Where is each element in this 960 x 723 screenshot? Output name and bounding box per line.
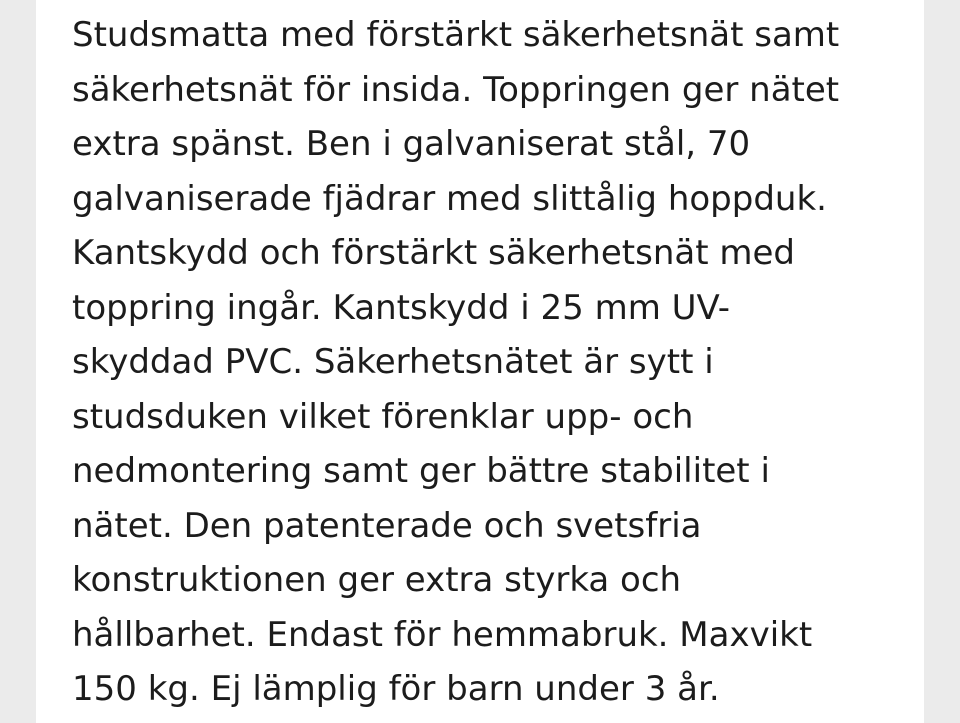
description-line: toppring ingår. Kantskydd i 25 mm UV- — [72, 287, 731, 328]
description-line: skyddad PVC. Säkerhetsnätet är sytt i — [72, 342, 714, 382]
description-line: hållbarhet. Endast för hemmabruk. Maxvikt — [72, 614, 813, 655]
description-line: studsduken vilket förenklar upp- och — [72, 396, 694, 437]
description-line: 150 kg. Ej lämplig för barn under 3 år. — [72, 669, 720, 709]
description-line: galvaniserade fjädrar med slittålig hoppduk. — [72, 178, 827, 219]
description-line: säkerhetsnät för insida. Toppringen ger nätet — [72, 69, 840, 110]
product-description — [36, 0, 924, 717]
description-line: extra spänst. Ben i galvaniserat stål, 70 — [72, 124, 751, 164]
description-line: Kantskydd och förstärkt säkerhetsnät med — [72, 233, 795, 273]
description-line: konstruktionen ger extra styrka och — [72, 560, 682, 600]
description-line: nedmontering samt ger bättre stabilitet i — [72, 451, 770, 491]
product-description-card — [36, 0, 924, 723]
description-line: Studsmatta med förstärkt säkerhetsnät samt — [72, 15, 840, 55]
description-line: nätet. Den patenterade och svetsfria — [72, 505, 702, 546]
